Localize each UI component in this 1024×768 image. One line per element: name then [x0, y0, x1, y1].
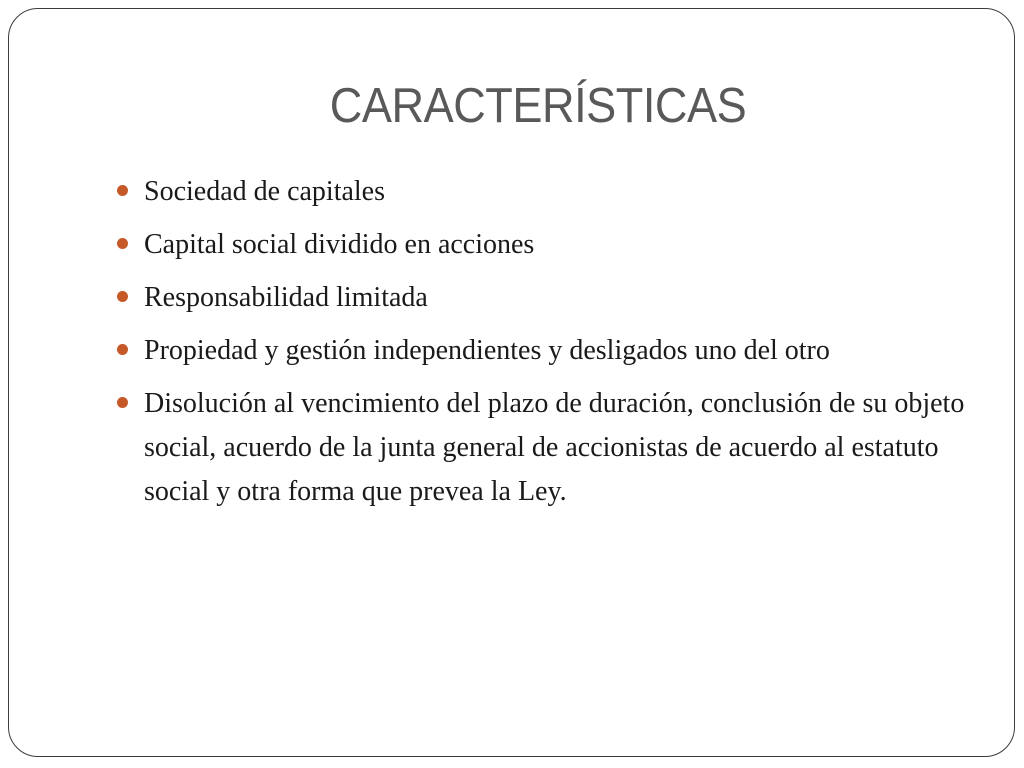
bullet-item	[117, 223, 977, 267]
bullet-item	[117, 276, 977, 320]
bullet-dot-icon	[117, 238, 128, 249]
bullet-text: Propiedad y gestión independientes y desligados uno del otro	[144, 335, 830, 366]
bullet-dot-icon	[117, 397, 128, 408]
bullet-dot-icon	[117, 344, 128, 355]
bullet-text: Sociedad de capitales	[144, 176, 386, 207]
bullet-item	[117, 329, 977, 373]
bullet-list	[117, 170, 977, 523]
bullet-item	[117, 170, 977, 214]
slide-title: CARACTERÍSTICAS	[329, 79, 747, 133]
bullet-item	[117, 382, 977, 514]
bullet-text: Capital social dividido en acciones	[144, 229, 535, 260]
bullet-dot-icon	[117, 291, 128, 302]
bullet-text: Disolución al vencimiento del plazo de duración, conclusión de su objeto social, acuerdo de la junta general de accionistas de acuerdo al estatuto social y otra forma que prevea la Ley.	[144, 388, 965, 507]
bullet-dot-icon	[117, 185, 128, 196]
bullet-text: Responsabilidad limitada	[144, 282, 428, 313]
